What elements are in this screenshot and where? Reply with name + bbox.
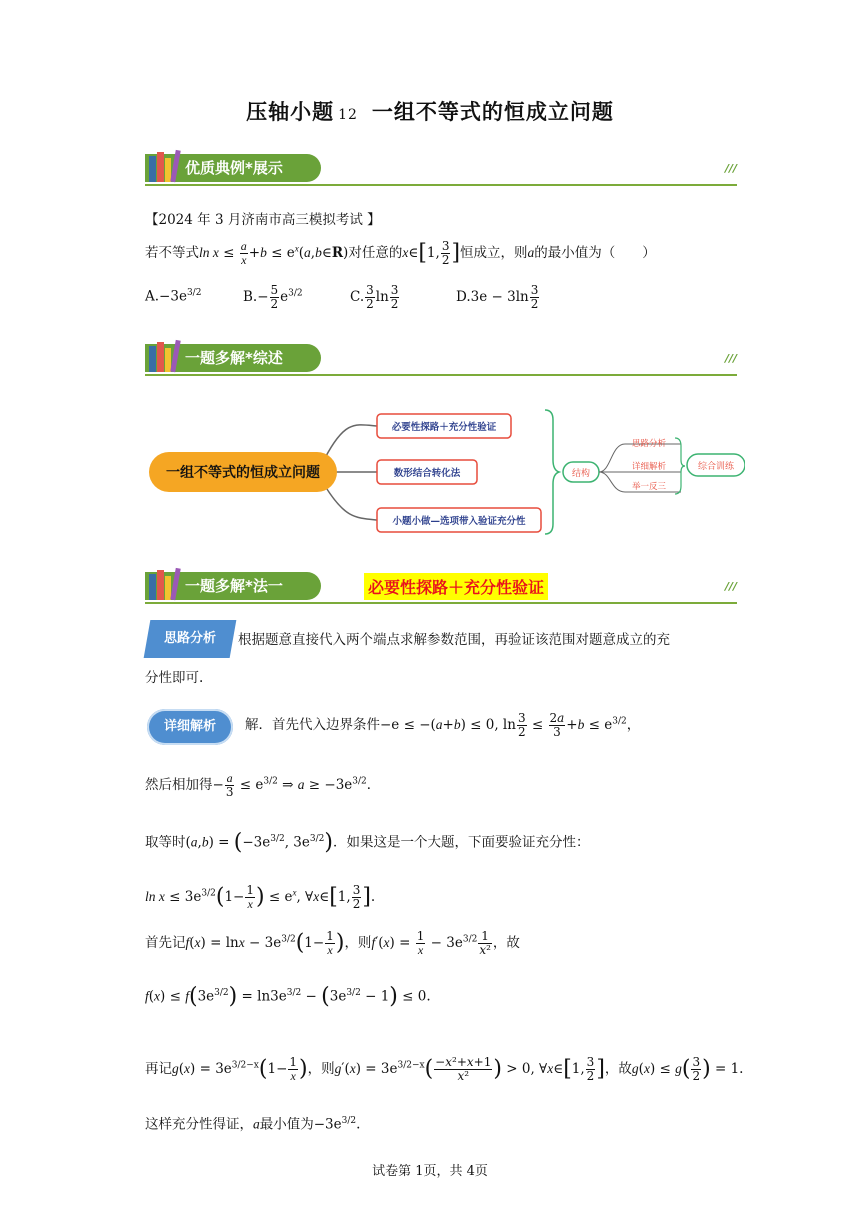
option-d: D.3e − 3ln $\frac{3}{2}$ — [456, 283, 539, 311]
mindmap-structure-label: 结构 — [571, 469, 591, 479]
option-c: C. $\frac{3}{2}$ ln $\frac{3}{2}$ — [350, 283, 399, 311]
page-footer: 试卷第 1页，共 4页 — [372, 1164, 488, 1179]
option-a: $A.-3e^{3/2}$ — [145, 288, 202, 305]
solution-step-5: 首先记$f(x) = \ln x - 3e^{3/2}(1-$ $\frac{1}{x}$ )，则f′(x) = $\frac{1}{x}$ − $3e^{3/2}$ $\frac{1}{\text{x²}}$ ，故 — [145, 929, 520, 957]
mindmap-branch-2-label: 数形结合转化法 — [393, 468, 461, 479]
section-banner-overview: 一题多解*综述 /// — [145, 338, 737, 378]
mindmap-final-label: 综合训练 — [697, 462, 735, 472]
detail-badge: 详细解析 — [147, 709, 233, 745]
problem-stem: 若不等式ln x ≤ $\frac{a}{x}$ $+b \le e^x(a,b\in R)$对任意的x∈[1, $\frac{3}{2}$ ]恒成立，则a的最小值为（ ） — [145, 239, 656, 267]
mindmap-center-label: 一组不等式的恒成立问题 — [166, 465, 320, 481]
solution-step-7: 再记$g(x) = 3e^{3/2-x}(1-$ $\frac{1}{x}$ )，则$g'(x) = 3e^{3/2-x}$( $\frac{\text{−x²+x+1}}{\text{x²}}$ ) > 0, ∀x∈[1, $\frac{3}{2}$ ]，故g(x) ≤ g( $\frac{3}{2}$ ) = 1. — [145, 1055, 744, 1083]
books-ruler-icon — [147, 338, 183, 374]
books-ruler-icon — [147, 566, 183, 602]
mindmap-sub-3: 举一反三 — [631, 482, 667, 492]
mindmap — [145, 400, 745, 540]
mindmap-sub-1: 思路分析 — [631, 439, 667, 449]
solution-step-1: 解．首先代入边界条件−e ≤ −(a+b) ≤ 0, ln $\frac{3}{2}$ ≤ $\frac{2a}{3}$ $+b \le e^{3/2}$， — [245, 711, 641, 739]
solution-step-8: 这样充分性得证，a最小值为$-3e^{3/2}$. — [145, 1116, 361, 1133]
idea-badge: 思路分析 — [144, 620, 237, 658]
mindmap-sub-2: 详细解析 — [631, 462, 667, 472]
option-b: B.− $\frac{5}{2}$ $e^{3/2}$ — [243, 283, 303, 311]
solution-step-3: 取等时$(a,b) = (-3e^{3/2}$, $3e^{3/2}$)．如果这是一个大题，下面要验证充分性： — [145, 830, 590, 855]
solution-step-2: 然后相加得− $\frac{a}{3}$ ≤ $e^{3/2}$ ⇒ $a \ge -3e^{3/2}$． — [145, 771, 381, 799]
idea-line-2: 分性即可. — [145, 670, 204, 686]
mindmap-branch-3-label: 小题小做—选项带入验证充分性 — [392, 516, 526, 527]
page-title: 压轴小题 12 一组不等式的恒成立问题 — [246, 99, 614, 124]
method-highlight: 必要性探路＋充分性验证 — [364, 573, 548, 600]
problem-source: 【2024 年 3 月济南市高三模拟考试 】 — [145, 212, 381, 228]
section-banner-method-one: 一题多解*法一 /// — [145, 566, 737, 606]
books-ruler-icon — [147, 148, 183, 184]
idea-line-1: 根据题意直接代入两个端点求解参数范围，再验证该范围对题意成立的充 — [238, 632, 670, 648]
mindmap-branch-1-label: 必要性探路＋充分性验证 — [391, 422, 497, 433]
section-banner-example: 优质典例*展示 /// — [145, 148, 737, 188]
solution-step-4: $\ln x \le 3e^{3/2}(1-$ $\frac{1}{x}$ ) ≤ $e^x$, ∀x∈[1, $\frac{3}{2}$ ]. — [145, 883, 376, 911]
solution-step-6: $f(x) \le f(3e^{3/2}) = \ln 3e^{3/2} - (3e^{3/2} - 1) \le 0$. — [145, 984, 431, 1009]
